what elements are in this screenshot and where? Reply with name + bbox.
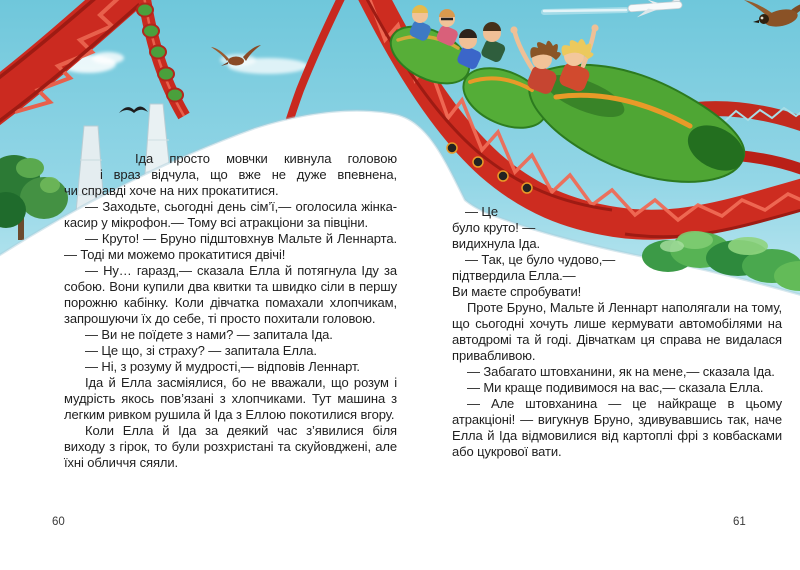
- paragraph: Іда й Елла засміялися, бо не вважали, що розум і мудрість якось пов’язані з хлопчиками. Тут машина з легким ривком рушила й Іда з Еллою покотилися вгору.: [64, 375, 397, 422]
- paragraph: — Ну… гаразд,— сказала Елла й потягнула Іду за собою. Вони купили два квитки та швидко сіли в першу порожню кабінку. Коли дівчатка помахали хлопчикам, запрошуючи їх до себе, ті просто похитали головою.: [64, 263, 397, 326]
- paragraph: — Ви не поїдете з нами? — запитала Іда.: [85, 327, 333, 342]
- paragraph: Коли Елла й Іда за деякий час з’явилися біля виходу з гірок, то були розхристані та скуйовджені, але їхні обличчя сяяли.: [64, 423, 397, 470]
- paragraph-line: — Це: [465, 204, 499, 219]
- paragraph-line: видихнула Іда.: [452, 236, 540, 251]
- paragraph-line: Ви маєте спробувати!: [452, 284, 582, 299]
- paragraph: — Ми краще подивимося на вас,— сказала Елла.: [467, 380, 764, 395]
- paragraph: — Круто! — Бруно підштовхнув Мальте й Леннарта.— Тоді ми можемо прокатитися двічі!: [64, 231, 397, 262]
- left-page-text: [64, 151, 397, 471]
- paragraph: — Ні, з розуму й мудрості,— відповів Леннарт.: [85, 359, 360, 374]
- paragraph-line: — Так, це було чудово,—: [465, 252, 616, 267]
- paragraph-line: і враз відчула, що вже не дуже впевнена,: [100, 167, 397, 182]
- page-number-left: 60: [52, 516, 65, 528]
- paragraph-line: було круто! —: [452, 220, 536, 235]
- paragraph: — Заходьте, сьогодні день сім’ї,— оголосила жінка-касир у мікрофон.— Тому всі атракціони за півціни.: [64, 199, 397, 230]
- paragraph-line: Іда просто мовчки кивнула головою: [135, 151, 397, 166]
- paragraph: — Забагато штовханини, як на мене,— сказала Іда.: [467, 364, 775, 379]
- paragraph-line: чи справді хоче на них прокатитися.: [64, 183, 279, 198]
- page-number-right: 61: [733, 516, 746, 528]
- right-page-text: [452, 204, 782, 460]
- paragraph: Проте Бруно, Мальте й Леннарт наполягали на тому, що сьогодні хочуть лише кермувати автомобілями на автодромі та й годі. Дівчаткам ця справа не видалася привабливою.: [452, 300, 782, 363]
- paragraph: — Але штовханина — це найкраще в цьому атракціоні! — вигукнув Бруно, здивувавшись так, наче Елла й Іда відмовилися від картоплі фрі з ковбасками або цукрової вати.: [452, 396, 782, 459]
- paragraph-line: підтвердила Елла.—: [452, 268, 576, 283]
- paragraph: — Це що, зі страху? — запитала Елла.: [85, 343, 317, 358]
